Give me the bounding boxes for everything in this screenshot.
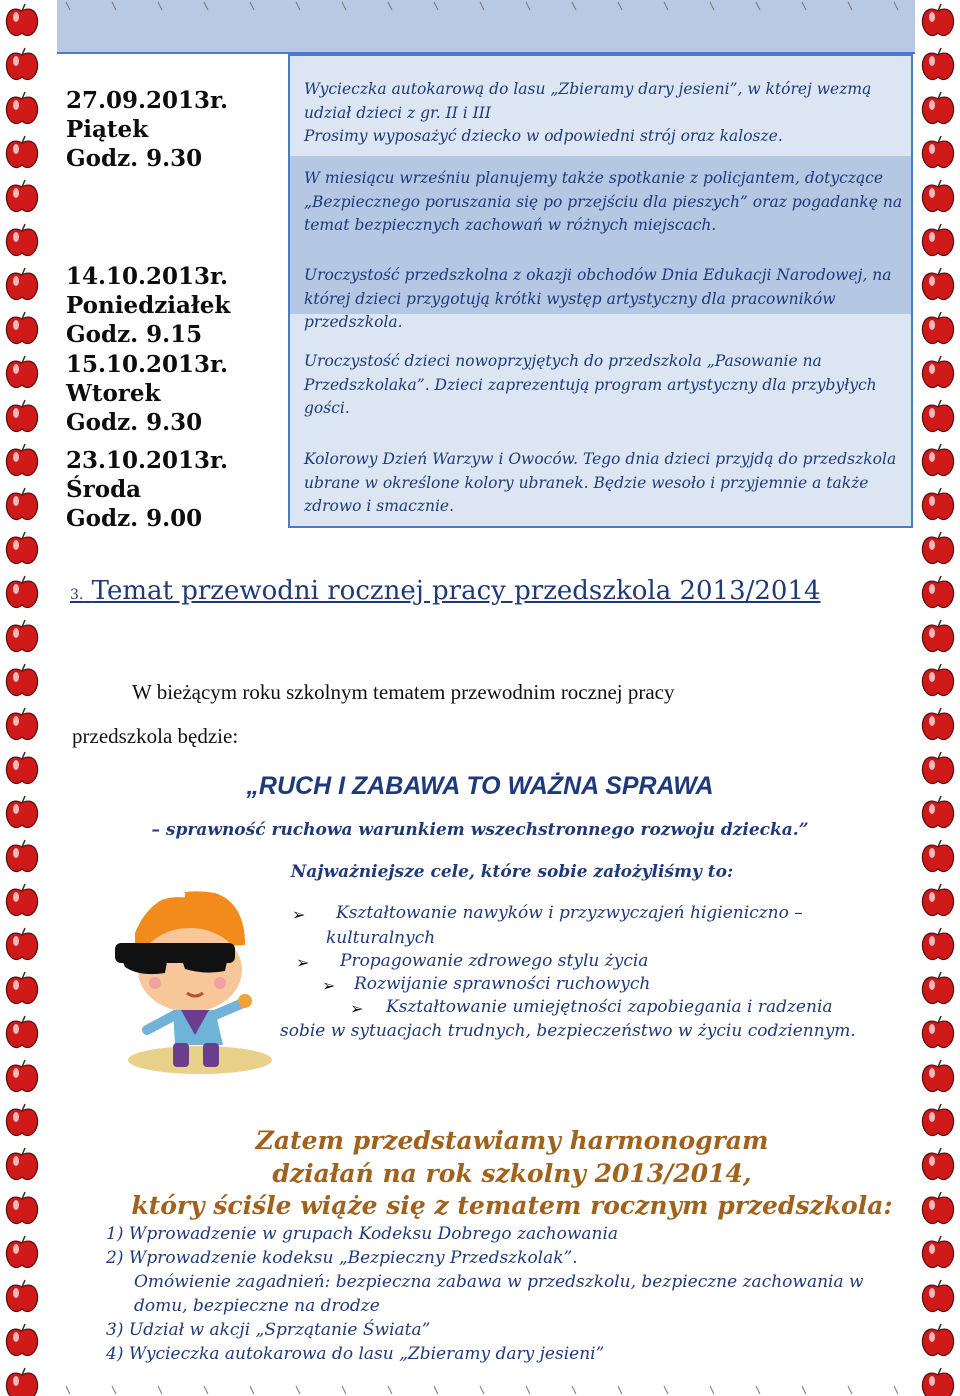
motto-subtitle: – sprawność ruchowa warunkiem wszechstronnego rozwoju dziecka.”	[151, 820, 809, 840]
apple-icon	[6, 312, 37, 344]
list-item: 3) Udział w akcji „Sprzątanie Świata”	[106, 1320, 431, 1340]
intro-line-2: przedszkola będzie:	[72, 724, 239, 748]
apple-icon	[922, 664, 953, 696]
section-number: 3.	[70, 587, 84, 603]
apple-icon	[6, 444, 37, 476]
apple-icon	[922, 268, 953, 300]
harmonogram-heading-3: który ściśle wiąże się z tematem rocznym przedszkola:	[131, 1191, 893, 1220]
arrow-bullet-icon: ➢	[322, 976, 336, 995]
apple-icon	[922, 576, 953, 608]
apple-icon	[922, 1280, 953, 1312]
section-title	[70, 576, 821, 606]
date-text: 14.10.2013r.	[66, 263, 229, 290]
apple-icon	[6, 884, 37, 916]
apple-icon	[6, 488, 37, 520]
apple-icon	[6, 92, 37, 124]
apple-icon	[922, 48, 953, 80]
apple-icon	[6, 4, 37, 36]
apple-icon	[6, 532, 37, 564]
apple-icon	[922, 1236, 953, 1268]
apple-icon	[922, 400, 953, 432]
apple-icon	[6, 136, 37, 168]
goal-item: sobie w sytuacjach trudnych, bezpieczeństwo w życiu codziennym.	[280, 1021, 856, 1041]
arrow-bullet-icon: ➢	[296, 953, 310, 972]
apple-icon	[6, 928, 37, 960]
event-text: Kolorowy Dzień Warzyw i Owoców. Tego dnia dzieci przyjdą do przedszkola ubrane w określone kolory ubranek. Będzie wesoło i przyjemnie a także zdrowo i smacznie.	[304, 450, 897, 515]
schedule-date-4	[66, 446, 228, 533]
apple-icon	[922, 4, 953, 36]
event-text: W miesiącu wrześniu planujemy także spotkanie z policjantem, dotyczące „Bezpiecznego poruszania się po przejściu dla pieszych” oraz pogadankę na temat bezpiecznych zachowań w różnych miejscach.	[304, 169, 903, 234]
goals-heading: Najważniejsze cele, które sobie założyliśmy to:	[290, 862, 734, 882]
apple-icon	[6, 400, 37, 432]
apple-icon	[6, 576, 37, 608]
apple-icon	[922, 356, 953, 388]
apple-icon	[6, 620, 37, 652]
event-text: Uroczystość dzieci nowoprzyjętych do przedszkola „Pasowanie na Przedszkolaka”. Dzieci zaprezentują program artystyczny dla przybyłych gości.	[304, 352, 877, 417]
day-text: Środa	[66, 476, 142, 503]
goal-item: Rozwijanie sprawności ruchowych	[354, 974, 651, 994]
apple-icon	[6, 224, 37, 256]
apple-icon	[922, 444, 953, 476]
schedule-date-2	[66, 262, 230, 349]
list-item: Omówienie zagadnień: bezpieczna zabawa w przedszkolu, bezpieczne zachowania w	[134, 1272, 864, 1292]
child-cyclist-illustration	[95, 875, 275, 1075]
harmonogram-heading-1: Zatem przedstawiamy harmonogram	[255, 1126, 769, 1155]
time-text: Godz. 9.30	[66, 145, 203, 172]
intro-line-1: W bieżącym roku szkolnym tematem przewodnim rocznej pracy	[132, 680, 675, 704]
day-text: Piątek	[66, 116, 149, 143]
apple-icon	[922, 928, 953, 960]
list-item: 4) Wycieczka autokarowa do lasu „Zbieramy dary jesieni”	[106, 1344, 605, 1364]
list-item: domu, bezpieczne na drodze	[134, 1296, 380, 1316]
apple-icon	[6, 972, 37, 1004]
apple-icon	[6, 356, 37, 388]
apple-icon	[6, 180, 37, 212]
apple-icon	[6, 1060, 37, 1092]
event-text: Uroczystość przedszkolna z okazji obchodów Dnia Edukacji Narodowej, na której dzieci przygotują krótki występ artystyczny dla pracowników przedszkola.	[304, 266, 892, 331]
apple-icon	[922, 92, 953, 124]
harmonogram-heading-2: działań na rok szkolny 2013/2014,	[272, 1159, 752, 1188]
apple-icon	[922, 488, 953, 520]
day-text: Poniedziałek	[66, 292, 231, 319]
list-item: 1) Wprowadzenie w grupach Kodeksu Dobrego zachowania	[106, 1224, 619, 1244]
apple-icon	[6, 664, 37, 696]
schedule-header-strip	[57, 0, 915, 54]
apple-icon	[922, 532, 953, 564]
event-text: Wycieczka autokarową do lasu „Zbieramy dary jesieni”, w której wezmą udział dzieci z gr. II i III	[304, 80, 872, 122]
apple-icon	[922, 1016, 953, 1048]
list-item: 2) Wprowadzenie kodeksu „Bezpieczny Przedszkolak”.	[106, 1248, 578, 1268]
goal-item: kulturalnych	[326, 928, 436, 948]
time-text: Godz. 9.00	[66, 505, 203, 532]
apple-icon	[922, 224, 953, 256]
apple-icon	[922, 1324, 953, 1356]
apple-icon	[922, 312, 953, 344]
date-text: 23.10.2013r.	[66, 447, 229, 474]
apple-icon	[6, 1236, 37, 1268]
date-text: 27.09.2013r.	[66, 87, 229, 114]
schedule-date-3	[66, 350, 228, 437]
apple-icon	[922, 708, 953, 740]
apple-icon	[922, 1060, 953, 1092]
apple-icon	[6, 1016, 37, 1048]
apple-icon	[6, 1280, 37, 1312]
time-text: Godz. 9.15	[66, 321, 203, 348]
time-text: Godz. 9.30	[66, 409, 203, 436]
goal-item: Kształtowanie nawyków i przyzwyczajeń higieniczno –	[336, 903, 803, 923]
apple-icon	[922, 972, 953, 1004]
apple-icon	[6, 1368, 37, 1396]
section-title-text: Temat przewodni rocznej pracy przedszkola 2013/2014	[91, 576, 821, 606]
motto: „RUCH I ZABAWA TO WAŻNA SPRAWA	[246, 772, 714, 800]
apple-icon	[6, 48, 37, 80]
apple-icon	[6, 708, 37, 740]
schedule-date-1	[66, 86, 228, 173]
arrow-bullet-icon: ➢	[350, 999, 364, 1018]
apple-icon	[922, 180, 953, 212]
goal-item: Kształtowanie umiejętności zapobiegania i radzenia	[386, 997, 833, 1017]
apple-icon	[922, 136, 953, 168]
goal-item: Propagowanie zdrowego stylu życia	[340, 951, 649, 971]
apple-icon	[6, 1324, 37, 1356]
event-text: Prosimy wyposażyć dziecko w odpowiedni strój oraz kalosze.	[304, 127, 783, 145]
apple-icon	[922, 884, 953, 916]
apple-icon	[922, 620, 953, 652]
arrow-bullet-icon: ➢	[292, 905, 306, 924]
date-text: 15.10.2013r.	[66, 351, 229, 378]
apple-icon	[6, 268, 37, 300]
day-text: Wtorek	[66, 380, 161, 407]
apple-icon	[922, 1368, 953, 1396]
